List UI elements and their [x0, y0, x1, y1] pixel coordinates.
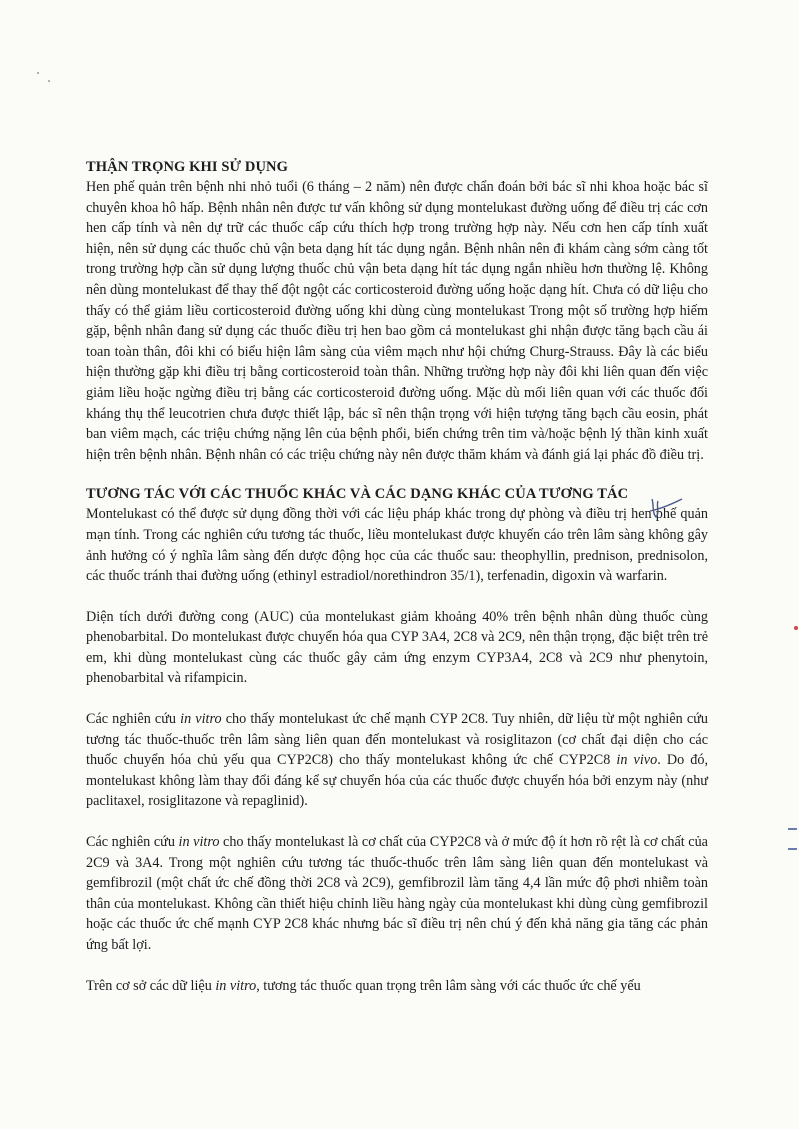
precautions-paragraph: Hen phế quản trên bệnh nhi nhỏ tuổi (6 tháng – 2 năm) nên được chẩn đoán bởi bác sĩ nhi khoa hoặc bác sĩ chuyên khoa hô hấp. Bệnh nhân nên được tư vấn không sử dụng montelukast đường uống để điều trị các cơn hen cấp tính và nên dự trữ các thuốc cấp cứu thích hợp trong trường hợp này. Nếu cơn hen cấp tính xuất hiện, nên sử dụng các thuốc chủ vận beta dạng hít tác dụng ngắn. Bệnh nhân nên đi khám càng sớm càng tốt trong trường hợp cần sử dụng lượng thuốc chủ vận beta dạng hít tác dụng ngắn nhiều hơn thường lệ. Không nên dùng montelukast để thay thế đột ngột các corticosteroid đường uống hoặc dạng hít. Chưa có dữ liệu cho thấy có thể giảm liều corticosteroid đường uống khi dùng cùng montelukast Trong một số trường hợp hiếm gặp, bệnh nhân đang sử dụng các thuốc điều trị hen bao gồm cả montelukast ghi nhận được tăng bạch cầu ái toan toàn thân, đôi khi có biểu hiện lâm sàng của viêm mạch như hội chứng Churg-Strauss. Đây là các biểu hiện thường gặp khi điều trị bằng corticosteroid toàn thân. Những trường hợp này đôi khi liên quan đến việc giảm liều hoặc ngừng điều trị bằng các corticosteroid đường uống. Mặc dù mối liên quan với các thuốc đối kháng thụ thể leucotrien chưa được thiết lập, bác sĩ nên thận trọng với hiện tượng tăng bạch cầu eosin, phát ban viêm mạch, các triệu chứng nặng lên của bệnh phổi, biến chứng trên tim và/hoặc bệnh lý thần kinh xuất hiện trên bệnh nhân. Bệnh nhân có các triệu chứng này nên được thăm khám và đánh giá lại phác đồ điều trị.	[86, 179, 708, 463]
interactions-paragraph-3: Các nghiên cứu in vitro cho thấy montelukast ức chế mạnh CYP 2C8. Tuy nhiên, dữ liệu từ một nghiên cứu tương tác thuốc-thuốc trên lâm sàng liên quan đến montelukast và rosiglitazon (cơ chất đại diện cho các thuốc chuyển hóa chủ yếu qua CYP2C8) cho thấy montelukast không ức chế CYP2C8 in vivo. Do đó, montelukast không làm thay đổi đáng kể sự chuyển hóa của các thuốc được chuyển hóa bởi enzym này (như paclitaxel, rosiglitazone và repaglinid).	[86, 711, 709, 810]
handwritten-initial-mark	[646, 495, 686, 525]
interactions-paragraph-1: Montelukast có thể được sử dụng đồng thời với các liệu pháp khác trong dự phòng và điều trị hen phế quản mạn tính. Trong các nghiên cứu tương tác thuốc, liều montelukast được khuyến cáo trên lâm sàng không gây ảnh hưởng có ý nghĩa lâm sàng đến dược động học của các thuốc sau: theophyllin, prednison, prednisolon, các thuốc tránh thai đường uống (ethinyl estradiol/norethindron 35/1), terfenadin, digoxin và warfarin.	[86, 506, 708, 585]
interactions-paragraph-2: Diện tích dưới đường cong (AUC) của montelukast giảm khoảng 40% trên bệnh nhân dùng thuốc cùng phenobarbital. Do montelukast được chuyển hóa qua CYP 3A4, 2C8 và 2C9, nên thận trọng, đặc biệt trên trẻ em, khi dùng montelukast cùng các thuốc gây cảm ứng enzym CYP3A4, 2C8 và 2C9 như phenytoin, phenobarbital và rifampicin.	[86, 608, 708, 687]
margin-pen-mark	[788, 848, 797, 850]
interactions-paragraph-5: Trên cơ sở các dữ liệu in vitro, tương tác thuốc quan trọng trên lâm sàng với các thuốc ức chế yếu	[86, 977, 641, 994]
scan-speck	[37, 72, 39, 74]
scan-speck	[48, 80, 50, 82]
margin-pen-mark	[788, 828, 797, 830]
document-body	[86, 158, 708, 996]
section-heading-interactions: TƯƠNG TÁC VỚI CÁC THUỐC KHÁC VÀ CÁC DẠNG KHÁC CỦA TƯƠNG TÁC	[86, 486, 629, 503]
margin-mark	[794, 626, 798, 630]
section-heading-precautions: THẬN TRỌNG KHI SỬ DỤNG	[86, 159, 288, 175]
interactions-paragraph-4: Các nghiên cứu in vitro cho thấy montelukast là cơ chất của CYP2C8 và ở mức độ ít hơn rõ rệt là cơ chất của 2C9 và 3A4. Trong một nghiên cứu tương tác thuốc-thuốc trên lâm sàng liên quan đến montelukast và gemfibrozil (một chất ức chế đồng thời 2C8 và 2C9), gemfibrozil làm tăng 4,4 lần mức độ phơi nhiễm toàn thân của montelukast. Không cần thiết hiệu chỉnh liều hàng ngày của montelukast khi dùng cùng gemfibrozil hoặc các thuốc ức chế mạnh CYP 2C8 khác nhưng bác sĩ điều trị nên chú ý đến khả năng gia tăng các phản ứng bất lợi.	[86, 834, 708, 953]
